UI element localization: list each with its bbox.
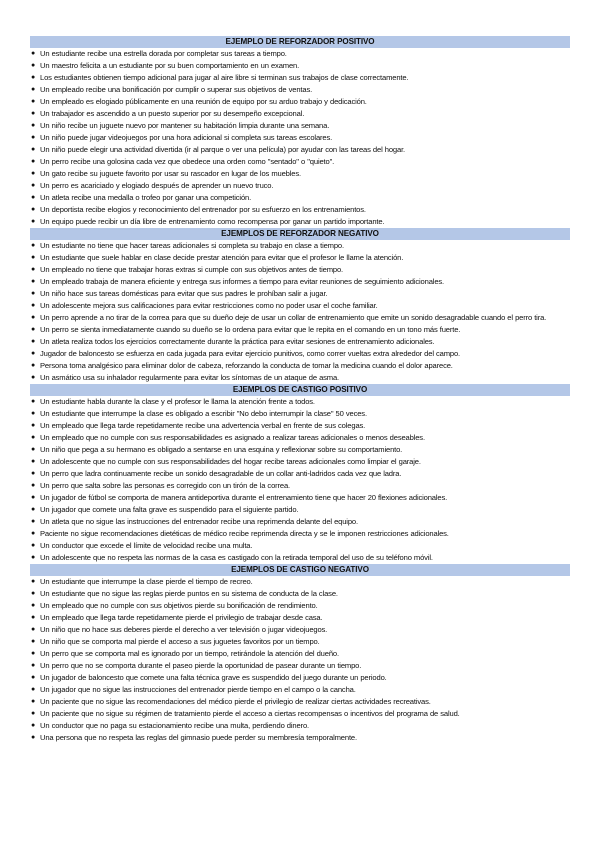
list-item-text: Un atleta que no sigue las instrucciones del entrenador recibe una reprimenda delante del equipo.	[40, 517, 358, 526]
bullet-icon: ●	[31, 542, 36, 549]
list-item-text: Un atleta realiza todos los ejercicios correctamente durante la práctica para evitar sesiones de entrenamiento adicionales.	[40, 337, 435, 346]
list-item	[30, 216, 570, 228]
bullet-icon: ●	[31, 614, 36, 621]
list-item	[30, 516, 570, 528]
bullet-icon: ●	[31, 398, 36, 405]
list-item-text: Un perro que se comporta mal es ignorado por un tiempo, retirándole la atención del dueño.	[40, 649, 339, 658]
list-item	[30, 420, 570, 432]
bullet-icon: ●	[31, 338, 36, 345]
list-item-text: Un jugador que comete una falta grave es suspendido para el siguiente partido.	[40, 505, 299, 514]
list-item-text: Un paciente que no sigue su régimen de tratamiento pierde el acceso a ciertas recompensas o incentivos del programa de salud.	[40, 709, 460, 718]
section-header: EJEMPLOS DE REFORZADOR NEGATIVO	[30, 228, 570, 240]
bullet-icon: ●	[31, 578, 36, 585]
list-item	[30, 588, 570, 600]
list-item-text: Un gato recibe su juguete favorito por usar su rascador en lugar de los muebles.	[40, 169, 301, 178]
list-item	[30, 456, 570, 468]
bullet-icon: ●	[31, 362, 36, 369]
list-item-text: Un empleado es elogiado públicamente en una reunión de equipo por su arduo trabajo y dedicación.	[40, 97, 367, 106]
list-item	[30, 240, 570, 252]
list-item	[30, 120, 570, 132]
list-item-text: Un niño puede jugar videojuegos por una hora adicional si completa sus tareas escolares.	[40, 133, 333, 142]
list-item	[30, 396, 570, 408]
list-item	[30, 684, 570, 696]
list-item	[30, 636, 570, 648]
list-item-text: Un estudiante que interrumpe la clase pierde el tiempo de recreo.	[40, 577, 253, 586]
list-item-text: Un empleado que no cumple con sus responsabilidades es asignado a realizar tareas adicionales o menos deseables.	[40, 433, 425, 442]
list-item-text: Un empleado que no cumple con sus objetivos pierde su bonificación de rendimiento.	[40, 601, 318, 610]
list-item-text: Un empleado que llega tarde repetidamente pierde el privilegio de trabajar desde casa.	[40, 613, 323, 622]
bullet-icon: ●	[31, 170, 36, 177]
list-item-text: Un atleta recibe una medalla o trofeo por ganar una competición.	[40, 193, 252, 202]
list-item-text: Un perro que ladra continuamente recibe un sonido desagradable de un collar anti-ladridos cada vez que ladra.	[40, 469, 402, 478]
list-item-text: Un equipo puede recibir un día libre de entrenamiento como recompensa por ganar un partido importante.	[40, 217, 385, 226]
list-item-text: Un empleado trabaja de manera eficiente y entrega sus informes a tiempo para evitar reuniones de seguimiento adicionales.	[40, 277, 444, 286]
list-item-text: Un empleado no tiene que trabajar horas extras si cumple con sus objetivos antes de tiempo.	[40, 265, 343, 274]
bullet-icon: ●	[31, 302, 36, 309]
list-item-text: Un estudiante que suele hablar en clase decide prestar atención para evitar que el profesor le llame la atención.	[40, 253, 404, 262]
bullet-icon: ●	[31, 734, 36, 741]
list-item-text: Un adolescente que no respeta las normas de la casa es castigado con la retirada temporal del uso de su teléfono móvil.	[40, 553, 433, 562]
bullet-icon: ●	[31, 590, 36, 597]
list-item	[30, 48, 570, 60]
bullet-icon: ●	[31, 602, 36, 609]
list-item	[30, 132, 570, 144]
list-item	[30, 540, 570, 552]
list-item-text: Una persona que no respeta las reglas del gimnasio puede perder su membresía temporalmente.	[40, 733, 357, 742]
bullet-icon: ●	[31, 674, 36, 681]
bullet-icon: ●	[31, 326, 36, 333]
list-item	[30, 348, 570, 360]
bullet-icon: ●	[31, 110, 36, 117]
list-item-text: Un estudiante que no sigue las reglas pierde puntos en su sistema de conducta de la clase.	[40, 589, 338, 598]
list-item-text: Un niño recibe un juguete nuevo por mantener su habitación limpia durante una semana.	[40, 121, 330, 130]
list-item-text: Un conductor que excede el límite de velocidad recibe una multa.	[40, 541, 253, 550]
list-item-text: Un asmático usa su inhalador regularmente para evitar los síntomas de un ataque de asma.	[40, 373, 340, 382]
bullet-icon: ●	[31, 458, 36, 465]
list-item	[30, 72, 570, 84]
list-item	[30, 624, 570, 636]
list-item	[30, 192, 570, 204]
list-item	[30, 432, 570, 444]
bullet-icon: ●	[31, 494, 36, 501]
list-item-text: Un perro que salta sobre las personas es corregido con un tirón de la correa.	[40, 481, 291, 490]
list-item-text: Un perro aprende a no tirar de la correa para que su dueño deje de usar un collar de entrenamiento que emite un sonido desagradable cuando el perro tira.	[40, 313, 547, 322]
list-item-text: Un conductor que no paga su estacionamiento recibe una multa, perdiendo dinero.	[40, 721, 309, 730]
bullet-icon: ●	[31, 278, 36, 285]
bullet-list	[30, 240, 570, 384]
list-item-text: Un perro recibe una golosina cada vez que obedece una orden como "sentado" o "quieto".	[40, 157, 335, 166]
list-item	[30, 660, 570, 672]
list-item	[30, 408, 570, 420]
bullet-icon: ●	[31, 290, 36, 297]
section-header: EJEMPLO DE REFORZADOR POSITIVO	[30, 36, 570, 48]
bullet-icon: ●	[31, 662, 36, 669]
bullet-icon: ●	[31, 146, 36, 153]
bullet-icon: ●	[31, 638, 36, 645]
list-item	[30, 504, 570, 516]
list-item-text: Los estudiantes obtienen tiempo adicional para jugar al aire libre si terminan sus trabajos de clase correctamente.	[40, 73, 409, 82]
bullet-icon: ●	[31, 482, 36, 489]
bullet-icon: ●	[31, 374, 36, 381]
list-item	[30, 708, 570, 720]
list-item	[30, 300, 570, 312]
list-item-text: Un deportista recibe elogios y reconocimiento del entrenador por su esfuerzo en los entrenamientos.	[40, 205, 366, 214]
list-item	[30, 552, 570, 564]
list-item	[30, 732, 570, 744]
list-item-text: Un empleado recibe una bonificación por cumplir o superar sus objetivos de ventas.	[40, 85, 313, 94]
list-item	[30, 600, 570, 612]
bullet-icon: ●	[31, 710, 36, 717]
list-item	[30, 696, 570, 708]
bullet-icon: ●	[31, 158, 36, 165]
list-item-text: Un perro es acariciado y elogiado después de aprender un nuevo truco.	[40, 181, 274, 190]
list-item-text: Un jugador de fútbol se comporta de manera antideportiva durante el entrenamiento tiene que hacer 20 flexiones adicionales.	[40, 493, 448, 502]
bullet-icon: ●	[31, 434, 36, 441]
list-item	[30, 144, 570, 156]
list-item-text: Un maestro felicita a un estudiante por su buen comportamiento en un examen.	[40, 61, 300, 70]
list-item	[30, 60, 570, 72]
list-item	[30, 360, 570, 372]
list-item	[30, 612, 570, 624]
bullet-icon: ●	[31, 686, 36, 693]
bullet-list	[30, 396, 570, 564]
bullet-icon: ●	[31, 50, 36, 57]
list-item	[30, 480, 570, 492]
bullet-icon: ●	[31, 194, 36, 201]
bullet-icon: ●	[31, 530, 36, 537]
list-item	[30, 108, 570, 120]
bullet-icon: ●	[31, 446, 36, 453]
list-item	[30, 648, 570, 660]
list-item-text: Un niño hace sus tareas domésticas para evitar que sus padres le prohíban salir a jugar.	[40, 289, 328, 298]
list-item	[30, 672, 570, 684]
bullet-icon: ●	[31, 182, 36, 189]
list-item	[30, 720, 570, 732]
bullet-icon: ●	[31, 206, 36, 213]
list-item	[30, 324, 570, 336]
section-header: EJEMPLOS DE CASTIGO NEGATIVO	[30, 564, 570, 576]
section-header: EJEMPLOS DE CASTIGO POSITIVO	[30, 384, 570, 396]
list-item-text: Un trabajador es ascendido a un puesto superior por su desempeño excepcional.	[40, 109, 305, 118]
bullet-icon: ●	[31, 314, 36, 321]
bullet-icon: ●	[31, 62, 36, 69]
list-item-text: Un paciente que no sigue las recomendaciones del médico pierde el privilegio de realizar ciertas actividades recreativas.	[40, 697, 431, 706]
list-item	[30, 276, 570, 288]
list-item	[30, 204, 570, 216]
list-item	[30, 528, 570, 540]
bullet-icon: ●	[31, 698, 36, 705]
bullet-icon: ●	[31, 218, 36, 225]
list-item-text: Un adolescente que no cumple con sus responsabilidades del hogar recibe tareas adicionales como limpiar el garaje.	[40, 457, 421, 466]
list-item	[30, 84, 570, 96]
bullet-icon: ●	[31, 74, 36, 81]
list-item-text: Paciente no sigue recomendaciones dietéticas de médico recibe reprimenda directa y se le imponen restricciones adicionales.	[40, 529, 449, 538]
list-item-text: Un perro se sienta inmediatamente cuando su dueño se lo ordena para evitar que le repita en el comando en un tono más fuerte.	[40, 325, 461, 334]
list-item-text: Un niño que pega a su hermano es obligado a sentarse en una esquina y reflexionar sobre su comportamiento.	[40, 445, 403, 454]
list-item	[30, 492, 570, 504]
list-item-text: Un adolescente mejora sus calificaciones para evitar restricciones como no poder usar el coche familiar.	[40, 301, 378, 310]
bullet-icon: ●	[31, 422, 36, 429]
bullet-icon: ●	[31, 626, 36, 633]
list-item	[30, 156, 570, 168]
bullet-list	[30, 48, 570, 228]
document-page	[30, 36, 570, 744]
list-item	[30, 372, 570, 384]
list-item-text: Un estudiante no tiene que hacer tareas adicionales si completa su trabajo en clase a tiempo.	[40, 241, 344, 250]
bullet-icon: ●	[31, 98, 36, 105]
list-item-text: Un estudiante habla durante la clase y el profesor le llama la atención frente a todos.	[40, 397, 315, 406]
bullet-icon: ●	[31, 722, 36, 729]
bullet-list	[30, 576, 570, 744]
list-item	[30, 288, 570, 300]
bullet-icon: ●	[31, 410, 36, 417]
list-item	[30, 96, 570, 108]
list-item-text: Un jugador de baloncesto que comete una falta técnica grave es suspendido del juego durante un periodo.	[40, 673, 387, 682]
bullet-icon: ●	[31, 350, 36, 357]
list-item-text: Un niño que no hace sus deberes pierde el derecho a ver televisión o jugar videojuegos.	[40, 625, 328, 634]
list-item	[30, 576, 570, 588]
list-item-text: Un niño que se comporta mal pierde el acceso a sus juguetes favoritos por un tiempo.	[40, 637, 320, 646]
list-item	[30, 444, 570, 456]
bullet-icon: ●	[31, 122, 36, 129]
list-item-text: Un estudiante recibe una estrella dorada por completar sus tareas a tiempo.	[40, 49, 287, 58]
bullet-icon: ●	[31, 242, 36, 249]
list-item-text: Persona toma analgésico para eliminar dolor de cabeza, reforzando la conducta de tomar la medicina cuando el dolor aparece.	[40, 361, 453, 370]
list-item	[30, 336, 570, 348]
bullet-icon: ●	[31, 554, 36, 561]
list-item-text: Un empleado que llega tarde repetidamente recibe una advertencia verbal en frente de sus colegas.	[40, 421, 366, 430]
list-item-text: Un perro que no se comporta durante el paseo pierde la oportunidad de pasear durante un tiempo.	[40, 661, 362, 670]
bullet-icon: ●	[31, 518, 36, 525]
list-item	[30, 168, 570, 180]
list-item-text: Un jugador que no sigue las instrucciones del entrenador pierde tiempo en el campo o la cancha.	[40, 685, 356, 694]
list-item	[30, 468, 570, 480]
bullet-icon: ●	[31, 266, 36, 273]
bullet-icon: ●	[31, 86, 36, 93]
list-item	[30, 312, 570, 324]
list-item-text: Jugador de baloncesto se esfuerza en cada jugada para evitar ejercicio punitivos, como correr vueltas extra alrededor del campo.	[40, 349, 461, 358]
list-item	[30, 264, 570, 276]
list-item-text: Un estudiante que interrumpe la clase es obligado a escribir "No debo interrumpir la clase" 50 veces.	[40, 409, 367, 418]
bullet-icon: ●	[31, 254, 36, 261]
bullet-icon: ●	[31, 506, 36, 513]
bullet-icon: ●	[31, 134, 36, 141]
bullet-icon: ●	[31, 470, 36, 477]
list-item-text: Un niño puede elegir una actividad divertida (ir al parque o ver una película) por ayudar con las tareas del hogar.	[40, 145, 405, 154]
list-item	[30, 252, 570, 264]
list-item	[30, 180, 570, 192]
bullet-icon: ●	[31, 650, 36, 657]
